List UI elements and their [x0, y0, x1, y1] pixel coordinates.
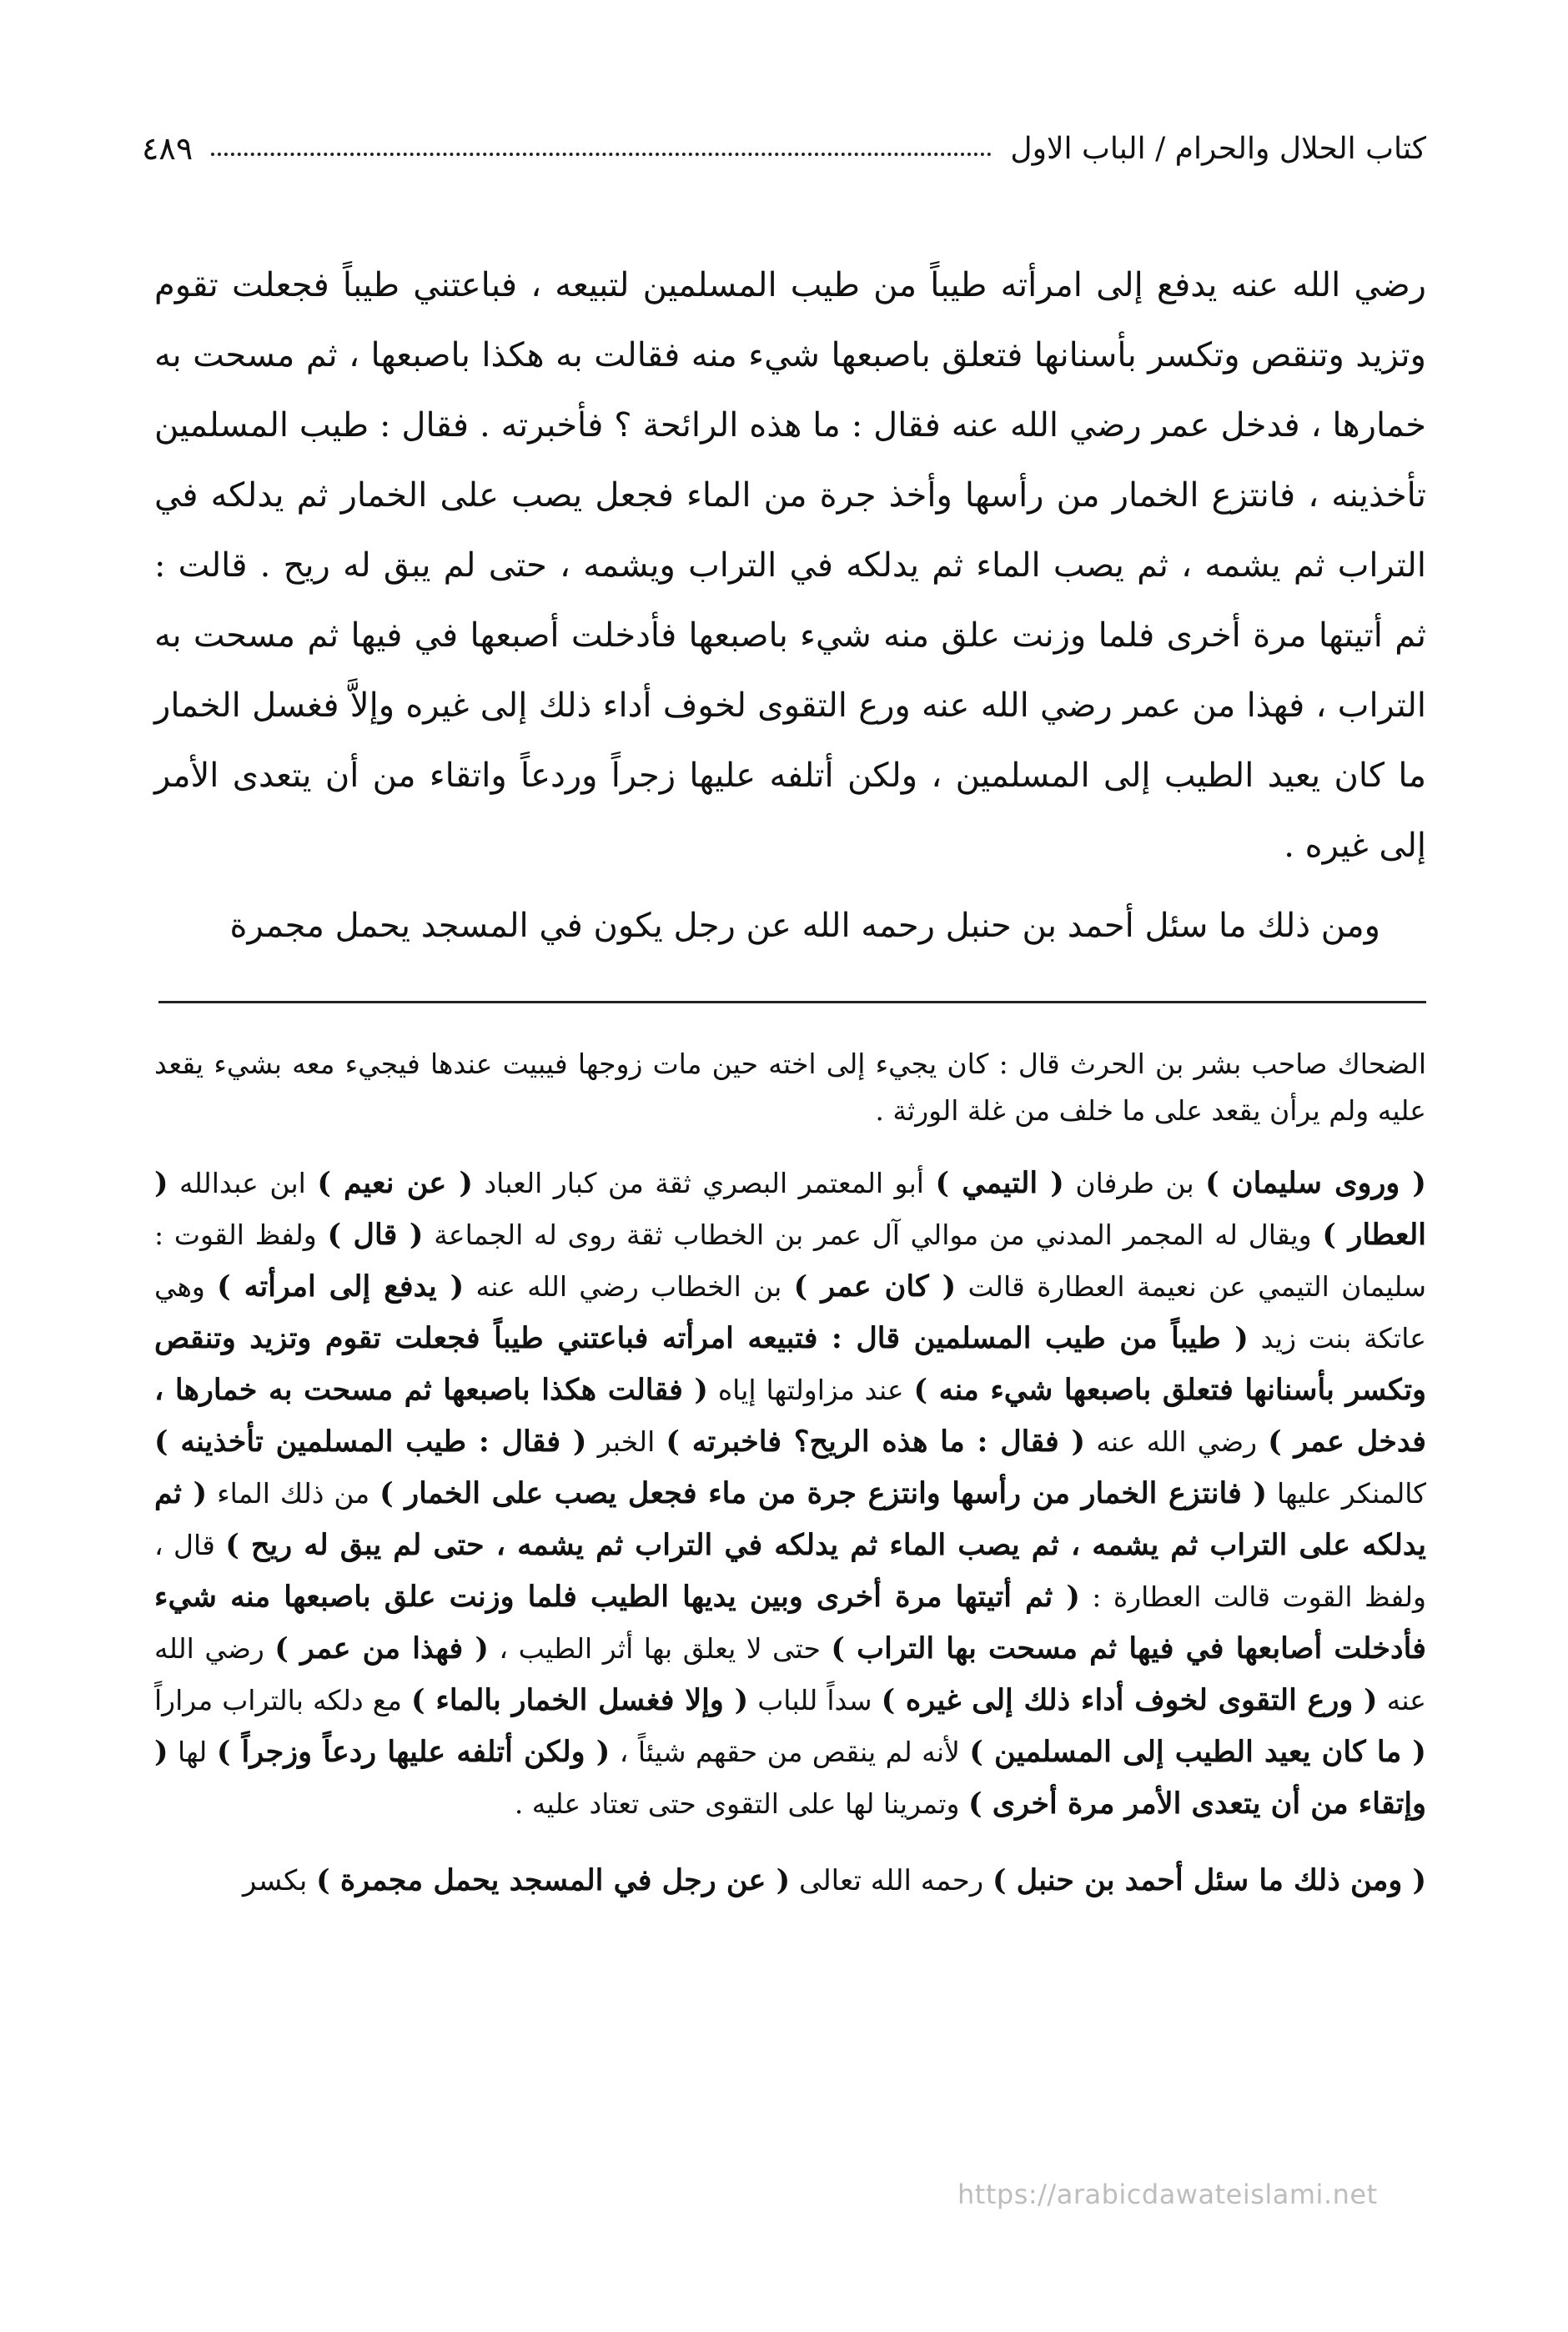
- commentary-segment: ابن عبدالله: [168, 1167, 318, 1199]
- commentary-segment: وهي عاتكة بنت زيد: [154, 1270, 1426, 1354]
- commentary-segment: وتمرينا لها على التقوى حتى تعتاد عليه .: [514, 1787, 968, 1820]
- commentary-segment: ( طيباً من طيب المسلمين قال : فتبيعه امرأته فباعتني طيباً فجعلت تقوم وتزيد وتنقص وتكسر بأسنانها فتعلق باصبعها شيء منه ): [154, 1321, 1426, 1407]
- commentary-segment: ( فهذا من عمر ): [274, 1631, 489, 1666]
- commentary-segment: حتى لا يعلق بها أثر الطيب ،: [488, 1632, 832, 1665]
- commentary-segment: رحمه الله تعالى: [790, 1864, 993, 1897]
- commentary-segment: ( ثم يدلكه على التراب ثم يشمه ، ثم يصب الماء ثم يدلكه في التراب ثم يشمه ، حتى لم يبق له ريح ): [154, 1476, 1426, 1562]
- commentary-segment: ( وإتقاء من أن يتعدى الأمر مرة أخرى ): [154, 1735, 1426, 1821]
- main-paragraph-2: ومن ذلك ما سئل أحمد بن حنبل رحمه الله عن رجل يكون في المسجد يحمل مجمرة: [229, 907, 1380, 945]
- commentary-segment: ( ورع التقوى لخوف أداء ذلك إلى غيره ): [881, 1683, 1378, 1717]
- main-text: [154, 250, 1426, 961]
- commentary-segment: ( يدفع إلى امرأته ): [217, 1269, 465, 1304]
- footnote-separator: [158, 1001, 1426, 1003]
- commentary-segment: بن الخطاب رضي الله عنه: [464, 1270, 794, 1303]
- commentary-segment: ( التيمي ): [935, 1166, 1064, 1200]
- commentary-segment: ( العطار ): [154, 1166, 1426, 1252]
- commentary-segment: ( وروى سليمان ): [1205, 1166, 1426, 1200]
- commentary-paragraph: [154, 1158, 1426, 1830]
- page-header: [142, 125, 1426, 172]
- commentary-segment: ( عن رجل في المسجد يحمل مجمرة ): [316, 1863, 791, 1897]
- commentary-segment: ( كان عمر ): [793, 1269, 957, 1304]
- commentary-segment: ( قال ): [327, 1218, 424, 1252]
- commentary-segment: ( ثم أتيتها مرة أخرى وبين يديها الطيب فلما وزنت علق باصبعها منه شيء فأدخلت أصابعها في فيها ثم مسحت بها التراب ): [154, 1580, 1426, 1666]
- commentary-segment: لها: [168, 1736, 217, 1768]
- commentary-segment: بن طرفان: [1063, 1167, 1206, 1199]
- commentary-segment: بكسر: [243, 1864, 317, 1897]
- commentary-segment: ( فانتزع الخمار من رأسها وانتزع جرة من ماء فجعل يصب على الخمار ): [379, 1476, 1268, 1510]
- commentary-segment: ( فقال : طيب المسلمين تأخذينه ): [154, 1425, 587, 1459]
- running-title: كتاب الحلال والحرام / الباب الاول: [1010, 131, 1426, 166]
- commentary-segment: ( وإلا فغسل الخمار بالماء ): [411, 1683, 749, 1717]
- commentary-segment: سداً للباب: [748, 1684, 882, 1716]
- footnotes: [154, 1041, 1426, 1907]
- commentary-segment: ( فقال : ما هذه الريح؟ فاخبرته ): [666, 1425, 1086, 1459]
- commentary-segment: كالمنكر عليها: [1267, 1477, 1427, 1510]
- commentary-segment: ( عن نعيم ): [317, 1166, 473, 1200]
- watermark-url: https://arabicdawateislami.net: [957, 2179, 1378, 2210]
- commentary-segment: رضي الله عنه: [1085, 1425, 1269, 1458]
- commentary-segment: ( فقالت هكذا باصبعها ثم مسحت به خمارها ، فدخل عمر ): [154, 1373, 1426, 1459]
- commentary-next-line: [154, 1855, 1426, 1907]
- commentary-segment: لأنه لم ينقص من حقهم شيئاً ،: [610, 1736, 970, 1768]
- commentary-segment: رضي الله عنه: [154, 1632, 1426, 1716]
- commentary-segment: قال ، ولفظ القوت قالت العطارة :: [154, 1529, 1426, 1613]
- commentary-segment: الخبر: [586, 1425, 666, 1458]
- commentary-segment: ( ولكن أتلفه عليها ردعاً وزجراً ): [216, 1735, 611, 1769]
- commentary-segment: ولفظ القوت : سليمان التيمي عن نعيمة العطارة قالت: [154, 1219, 1426, 1303]
- commentary-segment: من ذلك الماء: [207, 1477, 380, 1510]
- dotted-leader: [211, 141, 992, 156]
- commentary-segment: مع دلكه بالتراب مراراً: [154, 1684, 412, 1716]
- commentary-segment: ويقال له المجمر المدني من موالي آل عمر بن الخطاب ثقة روى له الجماعة: [423, 1219, 1323, 1251]
- main-paragraph-1: رضي الله عنه يدفع إلى امرأته طيباً من طيب المسلمين لتبيعه ، فباعتني طيباً فجعلت تقوم وتزيد وتنقص وتكسر بأسنانها فتعلق باصبعها شيء منه فقالت به هكذا باصبعها ، ثم مسحت به خمارها ، فدخل عمر رضي الله عنه فقال : ما هذه الرائحة ؟ فأخبرته . فقال : طيب المسلمين تأخذينه ، فانتزع الخمار من رأسها وأخذ جرة من الماء فجعل يصب على الخمار ثم يدلكه في التراب ثم يشمه ، ثم يصب الماء ثم يدلكه في التراب ويشمه ، حتى لم يبق له ريح . قالت : ثم أتيتها مرة أخرى فلما وزنت علق منه شيء باصبعها فأدخلت أصبعها في فيها ثم مسحت به التراب ، فهذا من عمر رضي الله عنه ورع التقوى لخوف أداء ذلك إلى غيره وإلاَّ فغسل الخمار ما كان يعيد الطيب إلى المسلمين ، ولكن أتلفه عليها زجراً وردعاً واتقاء من أن يتعدى الأمر إلى غيره .: [154, 266, 1426, 865]
- footnote-1: الضحاك صاحب بشر بن الحرث قال : كان يجيء إلى اخته حين مات زوجها فيبيت عندها فيجيء معه بشيء يقعد عليه ولم يرأن يقعد على ما خلف من غلة الورثة .: [154, 1048, 1426, 1127]
- commentary-segment: عند مزاولتها إياه: [708, 1374, 914, 1406]
- commentary-segment: ( ما كان يعيد الطيب إلى المسلمين ): [969, 1735, 1426, 1769]
- commentary-segment: ( ومن ذلك ما سئل أحمد بن حنبل ): [992, 1863, 1426, 1897]
- commentary-segment: أبو المعتمر البصري ثقة من كبار العباد: [472, 1167, 936, 1199]
- page-number: ٤٨٩: [142, 130, 193, 167]
